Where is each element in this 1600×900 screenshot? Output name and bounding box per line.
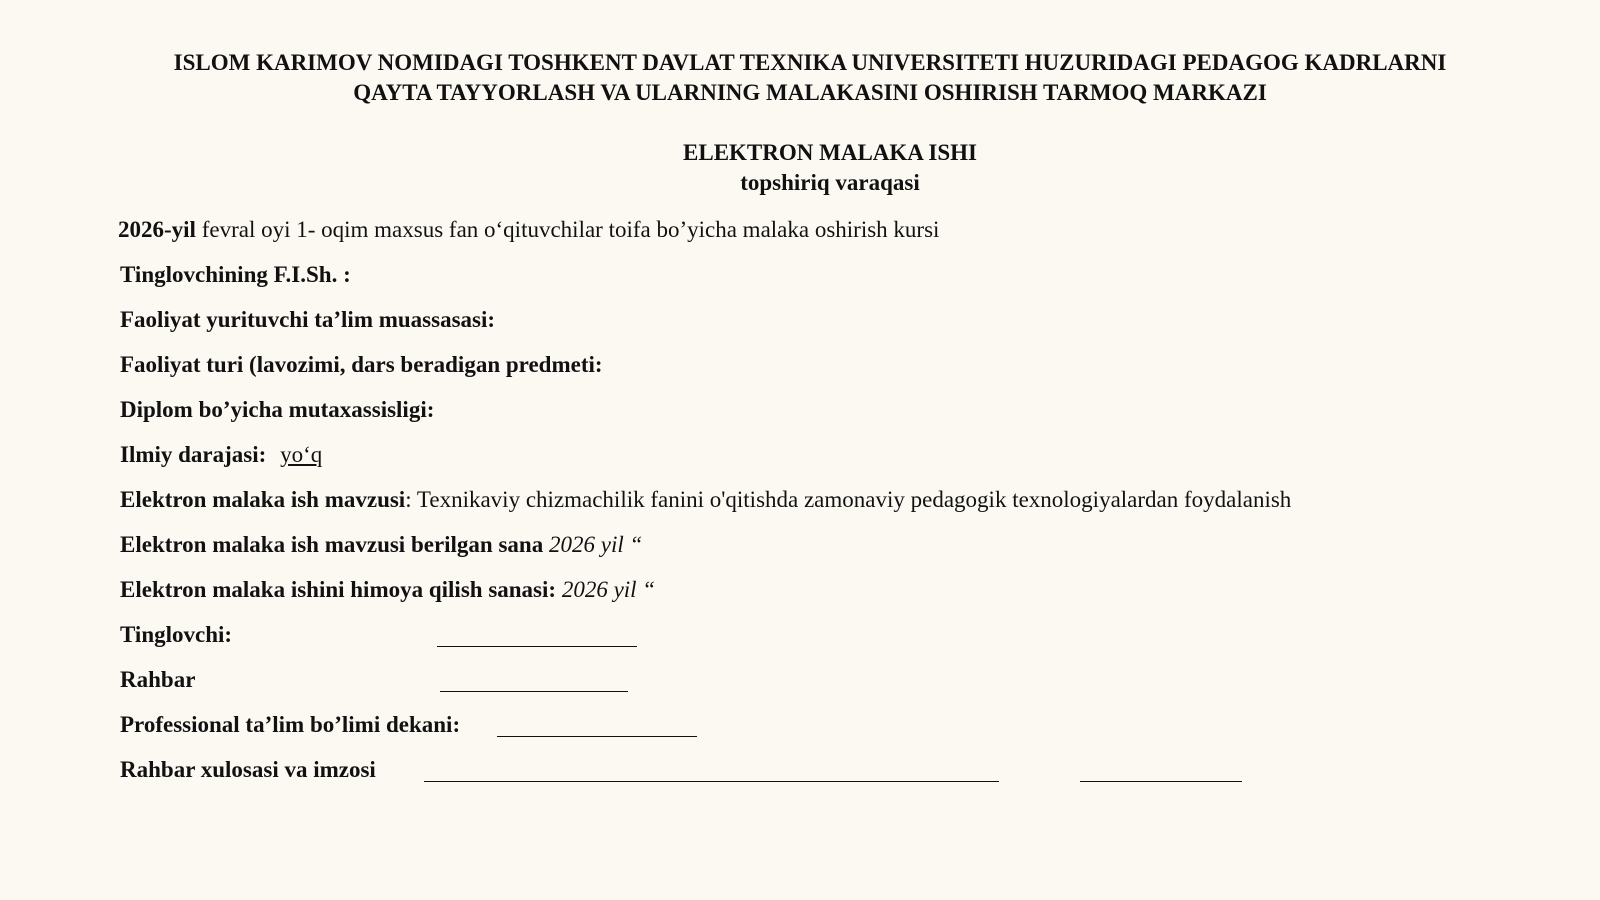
conclusion-text-blank[interactable] (424, 759, 999, 782)
listener-signature-blank[interactable] (437, 624, 637, 647)
listener-name-field (120, 260, 351, 290)
topic-date-label: Elektron malaka ish mavzusi berilgan sana (120, 532, 544, 557)
degree-value: yo‘q (280, 442, 323, 467)
title-sub: topshiriq varaqasi (740, 170, 920, 195)
topic-value: : Texnikaviy chizmachilik fanini o'qitishda zamonaviy pedagogik texnologiyalardan foydalanish (405, 487, 1292, 512)
supervisor-signature-blank[interactable] (440, 669, 628, 692)
activity-field (120, 350, 603, 380)
institution-header (100, 48, 1520, 108)
institution-label: Faoliyat yurituvchi ta’lim muassasasi: (120, 307, 496, 332)
course-line (118, 215, 939, 245)
dean-signature-blank[interactable] (497, 714, 697, 737)
course-text: fevral oyi 1- oqim maxsus fan o‘qituvchilar toifa bo’yicha malaka oshirish kursi (195, 217, 940, 242)
topic-label: Elektron malaka ish mavzusi (120, 487, 406, 512)
topic-field (120, 485, 1291, 515)
document-title (530, 138, 1130, 198)
topic-date-field (120, 530, 642, 560)
dean-signature-row (120, 710, 460, 740)
degree-field (120, 440, 322, 470)
header-line-1: ISLOM KARIMOV NOMIDAGI TOSHKENT DAVLAT TEXNIKA UNIVERSITETI HUZURIDAGI PEDAGOG KADRLARNI (173, 50, 1447, 75)
conclusion-signature-row (120, 755, 376, 785)
institution-field (120, 305, 495, 335)
diploma-field (120, 395, 434, 425)
topic-date-value: 2026 yil “ (543, 532, 643, 557)
listener-name-label: Tinglovchining F.I.Sh. : (120, 262, 351, 287)
defense-date-value: 2026 yil “ (556, 577, 656, 602)
degree-label: Ilmiy darajasi: (120, 442, 267, 467)
defense-date-field (120, 575, 655, 605)
defense-date-label: Elektron malaka ishini himoya qilish sanasi: (120, 577, 557, 602)
supervisor-signature-label: Rahbar (120, 667, 196, 692)
listener-signature-label: Tinglovchi: (120, 622, 233, 647)
dean-signature-label: Professional ta’lim bo’limi dekani: (120, 712, 461, 737)
activity-label: Faoliyat turi (lavozimi, dars beradigan predmeti: (120, 352, 603, 377)
listener-signature-row (120, 620, 232, 650)
header-line-2: QAYTA TAYYORLASH VA ULARNING MALAKASINI OSHIRISH TARMOQ MARKAZI (353, 80, 1267, 105)
title-main: ELEKTRON MALAKA ISHI (683, 140, 977, 165)
conclusion-signature-label: Rahbar xulosasi va imzosi (120, 757, 376, 782)
course-year: 2026-yil (118, 217, 196, 242)
diploma-label: Diplom bo’yicha mutaxassisligi: (120, 397, 435, 422)
conclusion-signature-blank[interactable] (1080, 759, 1242, 782)
supervisor-signature-row (120, 665, 195, 695)
